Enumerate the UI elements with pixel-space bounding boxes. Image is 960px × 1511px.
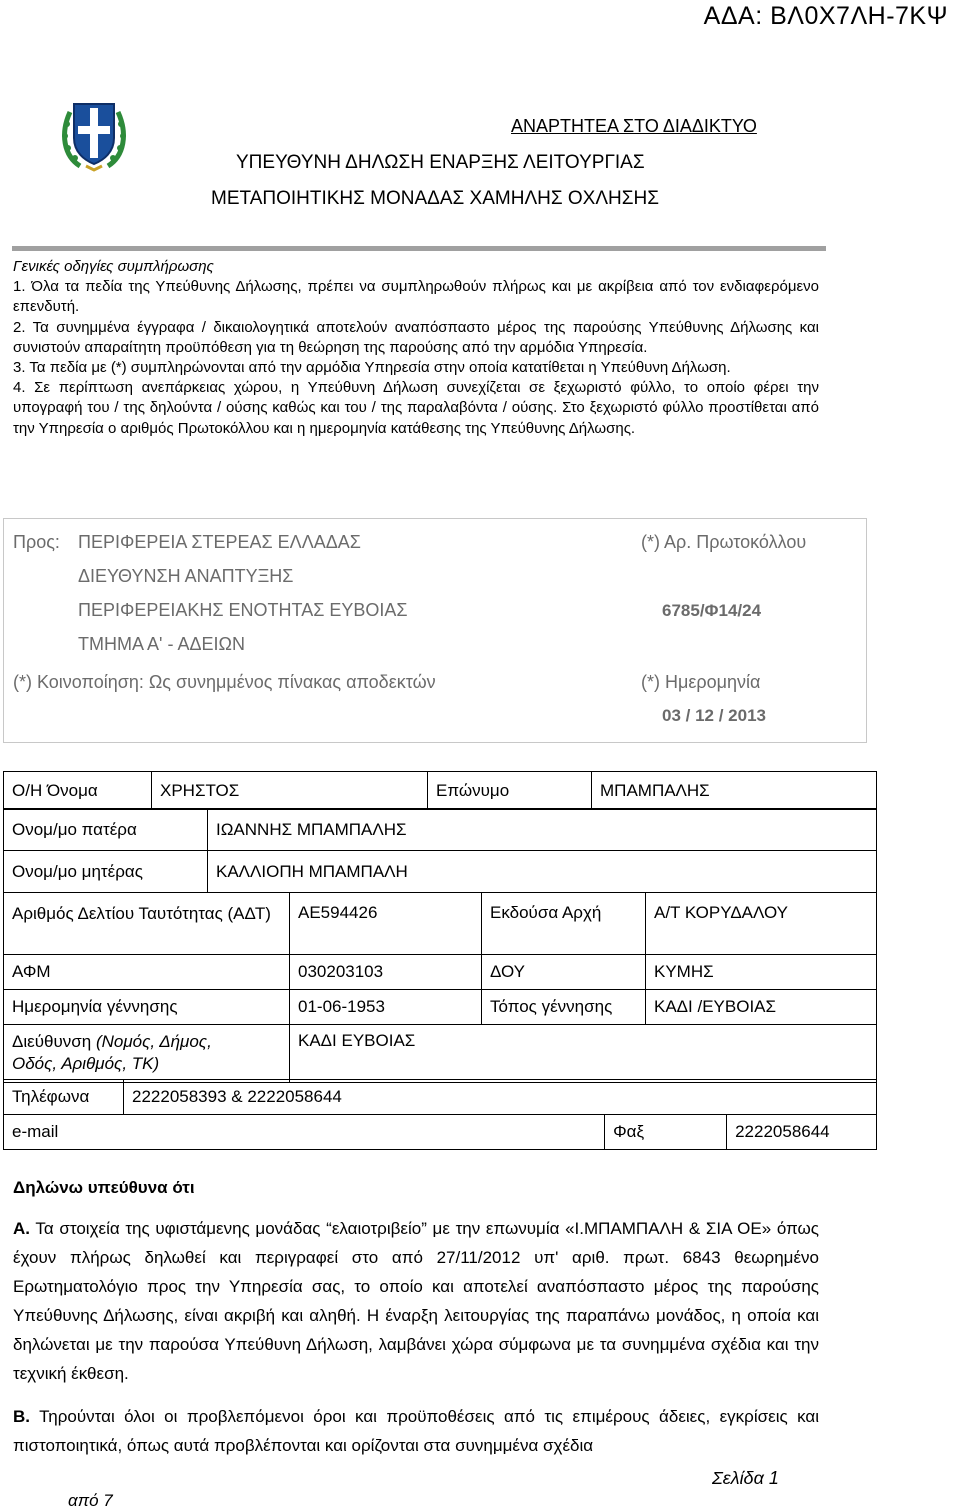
paragraph-marker: Β. [13, 1407, 30, 1426]
date-label: (*) Ημερομηνία [641, 672, 761, 692]
page-number: Σελίδα 1 [712, 1468, 779, 1488]
instruction-item: 4. Σε περίπτωση ανεπάρκειας χώρου, η Υπεύθυνη Δήλωση συνεχίζεται σε ξεχωριστό φύλλο, το οποίο φέρει την υπογραφή του / της δηλούντα / ούσης καθώς και του / της παραλαβόντα / ούσης. Στο ξεχωριστό φύλλο προστίθεται από την Υπηρεσία ο αριθμός Πρωτοκόλλου και η ημερομηνία κατάθεσης της Υπεύθυνης Δήλωσης. [13, 379, 819, 437]
to-line-directorate: ΔΙΕΥΘΥΝΣΗ ΑΝΑΠΤΥΞΗΣ [78, 566, 294, 586]
declaration-paragraph-a [13, 1214, 819, 1388]
declaration-heading: Δηλώνω υπεύθυνα ότι [13, 1178, 195, 1197]
person-details-table [3, 892, 877, 1083]
birthplace-label: Τόπος γέννησης [482, 990, 646, 1025]
phone-label: Τηλέφωνα [4, 1080, 124, 1115]
surname-label: Επώνυμο [428, 772, 592, 810]
person-name-row [3, 771, 877, 810]
email-label-text: e-mail [12, 1122, 59, 1141]
mother-label: Ονομ/μο μητέρας [4, 851, 208, 893]
document-title-line1: ΥΠΕΥΘΥΝΗ ΔΗΛΩΣΗ ΕΝΑΡΞΗΣ ΛΕΙΤΟΥΡΓΙΑΣ [236, 152, 645, 173]
name-value: ΧΡΗΣΤΟΣ [152, 772, 428, 810]
greek-state-emblem-icon [58, 96, 130, 172]
instruction-item: 3. Τα πεδία με (*) συμπληρώνονται από την αρμόδια Υπηρεσία στην οποία κατατίθεται η Υπεύθυνη Δήλωση. [13, 359, 731, 377]
address-label-hint: (Νομός, Δήμος, [95, 1032, 212, 1051]
to-line-department: ΤΜΗΜΑ Α' - ΑΔΕΙΩΝ [78, 634, 245, 654]
date-value: 03 / 12 / 2013 [662, 706, 766, 725]
fax-value: 2222058644 [727, 1115, 877, 1150]
address-label [4, 1025, 290, 1083]
paragraph-marker: Α. [13, 1219, 30, 1238]
instructions-heading: Γενικές οδηγίες συμπλήρωσης [13, 258, 214, 275]
authority-label: Εκδούσα Αρχή [482, 893, 646, 955]
protocol-number: 6785/Φ14/24 [662, 601, 762, 620]
afm-value: 030203103 [290, 955, 482, 990]
page-total: από 7 [68, 1491, 113, 1510]
fax-label: Φαξ [605, 1115, 727, 1150]
publish-online-label: ΑΝΑΡΤΗΤΕΑ ΣΤΟ ΔΙΑΔΙΚΤΥΟ [511, 116, 757, 136]
surname-value: ΜΠΑΜΠΑΛΗΣ [592, 772, 877, 810]
address-value: ΚΑΔΙ ΕΥΒΟΙΑΣ [290, 1025, 877, 1083]
id-value: ΑΕ594426 [290, 893, 482, 955]
instruction-item: 2. Τα συνημμένα έγγραφα / δικαιολογητικά αποτελούν αναπόσπαστο μέρος της παρούσης Υπεύθυνης Δήλωσης και συνιστούν απαραίτητη προϋπόθεση για τη θεώρηση της παρούσης από την αρμόδια Υπηρεσία. [13, 318, 819, 356]
notification-label: (*) Κοινοποίηση: Ως συνημμένος πίνακας αποδεκτών [13, 672, 436, 692]
to-line-region: ΠΕΡΙΦΕΡΕΙΑ ΣΤΕΡΕΑΣ ΕΛΛΑΔΑΣ [78, 532, 361, 552]
doy-value: ΚΥΜΗΣ [646, 955, 877, 990]
ada-code: ΑΔΑ: ΒΛ0Χ7ΛΗ-7ΚΨ [703, 2, 948, 30]
name-label: Ο/Η Όνομα [4, 772, 152, 810]
birthdate-value: 01-06-1953 [290, 990, 482, 1025]
birthdate-label: Ημερομηνία γέννησης [4, 990, 290, 1025]
person-parents-table [3, 808, 877, 893]
email-label [4, 1115, 605, 1150]
father-label: Ονομ/μο πατέρα [4, 809, 208, 851]
id-label: Αριθμός Δελτίου Ταυτότητας (ΑΔΤ) [4, 893, 290, 955]
declaration-paragraph-b [13, 1402, 819, 1460]
address-label-hint: Οδός, Αριθμός, ΤΚ) [12, 1054, 160, 1073]
father-value: ΙΩΑΝΝΗΣ ΜΠΑΜΠΑΛΗΣ [208, 809, 877, 851]
afm-label: ΑΦΜ [4, 955, 290, 990]
to-line-unit: ΠΕΡΙΦΕΡΕΙΑΚΗΣ ΕΝΟΤΗΤΑΣ ΕΥΒΟΙΑΣ [78, 600, 408, 620]
general-instructions [13, 257, 819, 439]
instruction-item: 1. Όλα τα πεδία της Υπεύθυνης Δήλωσης, πρέπει να συμπληρωθούν πλήρως και με ακρίβεια από τον ενδιαφερόμενο επενδυτή. [13, 278, 819, 316]
protocol-label: (*) Αρ. Πρωτοκόλλου [641, 532, 807, 552]
address-label-main: Διεύθυνση [12, 1032, 92, 1051]
to-label: Προς: [13, 532, 60, 552]
mother-value: ΚΑΛΛΙΟΠΗ ΜΠΑΜΠΑΛΗ [208, 851, 877, 893]
phone-value: 2222058393 & 2222058644 [124, 1080, 877, 1115]
doy-label: ΔΟΥ [482, 955, 646, 990]
contact-table [3, 1079, 877, 1150]
section-divider [12, 246, 826, 251]
birthplace-value: ΚΑΔΙ /ΕΥΒΟΙΑΣ [646, 990, 877, 1025]
paragraph-text: Τα στοιχεία της υφιστάμενης μονάδας “ελαιοτριβείο” με την επωνυμία «Ι.ΜΠΑΜΠΑΛΗ & ΣΙΑ ΟΕ» όπως έχουν πλήρως δηλωθεί και περιγραφεί στο από 27/11/2012 υπ' αριθ. πρωτ. 6843 θεωρημένο Ερωτηματολόγιο προς την Υπηρεσία σας, το οποίο και αποτελεί αναπόσπαστο μέρος της παρούσης Υπεύθυνης Δήλωσης, είναι ακριβή και αληθή. Η έναρξη λειτουργίας της παραπάνω μονάδος, η οποία και δηλώνεται με την παρούσα Υπεύθυνη Δήλωση, λαμβάνει χώρα σύμφωνα με τα συνημμένα σχέδια και την τεχνική έκθεση. [13, 1219, 819, 1383]
document-title-line2: ΜΕΤΑΠΟΙΗΤΙΚΗΣ ΜΟΝΑΔΑΣ ΧΑΜΗΛΗΣ ΟΧΛΗΣΗΣ [211, 188, 659, 209]
authority-value: Α/Τ ΚΟΡΥΔΑΛΟΥ [646, 893, 877, 955]
paragraph-text: Τηρούνται όλοι οι προβλεπόμενοι όροι και προϋποθέσεις από τις επιμέρους άδειες, εγκρίσεις και πιστοποιητικά, όπως αυτά προβλέπονται και ορίζονται στα συνημμένα σχέδια [13, 1407, 819, 1455]
